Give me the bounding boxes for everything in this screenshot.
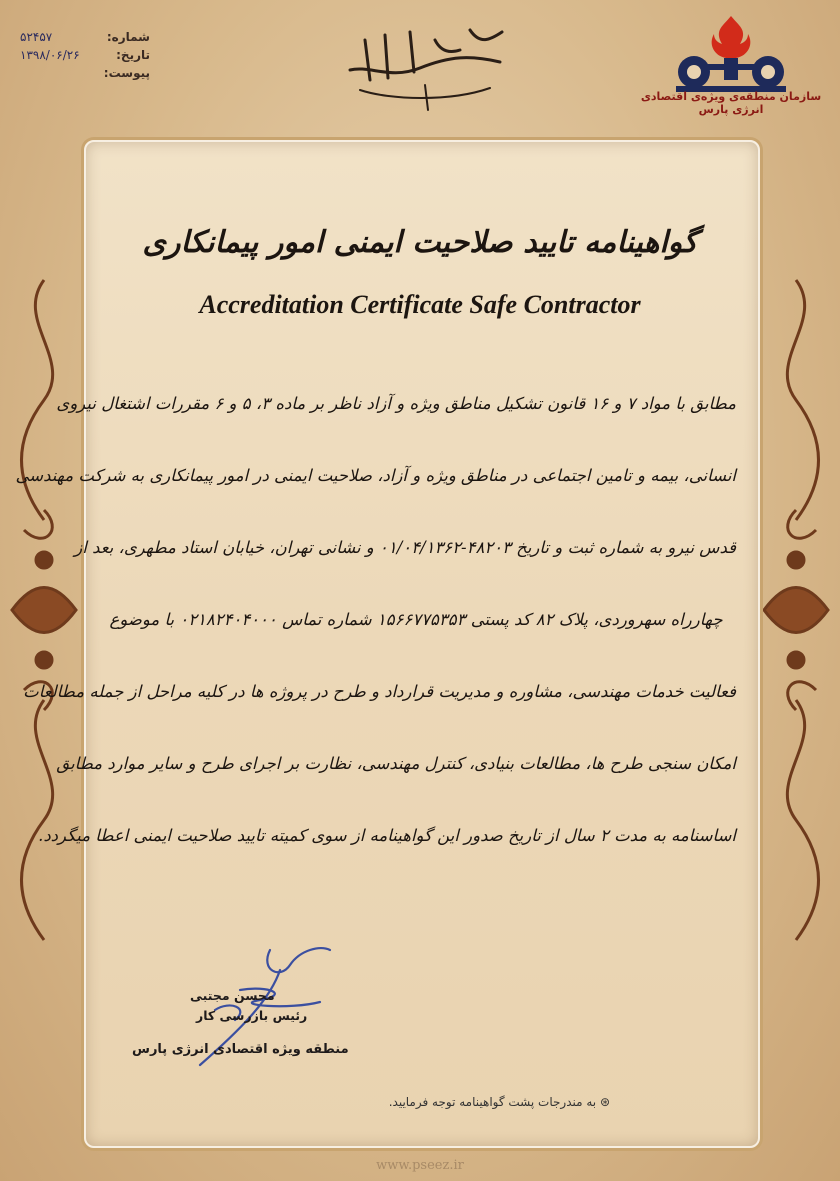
body-line-5: فعالیت خدمات مهندسی، مشاوره و مدیریت قرارداد و طرح در پروژه ها در کلیه مراحل از جمله مطالعات [23,682,736,701]
signer-organization: منطقه ویژه اقتصادی انرژی پارس [132,1042,349,1057]
body-line-4: چهارراه سهروردی، پلاک ۸۲ کد پستی ۱۵۶۶۷۷۵۳۵۳ شماره تماس ۰۲۱۸۲۴۰۴۰۰۰ با موضوع [109,610,723,629]
signer-name: محسن مجتبی [190,988,275,1003]
certificate-body [15,380,736,884]
body-line-6: امکان سنجی طرح ها، مطالعات بنیادی، کنترل مهندسی، نظارت بر اجرای طرح و سایر موارد مطابق [56,754,736,773]
body-line-7: اساسنامه به مدت ۲ سال از تاریخ صدور این گواهینامه از سوی کمیته تایید صلاحیت ایمنی اعطا میگردد. [38,826,736,845]
meta-number-label: شماره: [106,30,150,44]
meta-date-label: تاریخ: [116,48,150,62]
meta-attachment-label: پیوست: [103,66,150,80]
body-line-1: مطابق با مواد ۷ و ۱۶ قانون تشکیل مناطق ویژه و آزاد ناظر بر ماده ۳، ۵ و ۶ مقررات اشتغال نیروی [56,394,736,413]
back-page-note: ⊛ به مندرجات پشت گواهینامه توجه فرمایید. [388,1095,610,1109]
document-meta [20,28,150,82]
body-line-2: انسانی، بیمه و تامین اجتماعی در مناطق ویژه و آزاد، صلاحیت ایمنی در امور پیمانکاری به شرکت مهندسی [15,466,736,485]
organization-logo [636,12,826,122]
flame-logo-icon [636,12,826,98]
certificate-title-english: Accreditation Certificate Safe Contractor [199,290,641,319]
bismillah-calligraphy [330,10,520,110]
organization-name: سازمان منطقه‌ی ویژه‌ی اقتصادی انرژی پارس [640,90,822,116]
meta-date-value: ۱۳۹۸/۰۶/۲۶ [20,48,80,62]
meta-number-value: ۵۲۴۵۷ [20,30,53,44]
signer-title: رئیس بازرسی کار [196,1008,308,1023]
meta-attachment [20,64,150,82]
website-url: www.pseez.ir [376,1158,464,1173]
body-line-3: قدس نیرو به شماره ثبت و تاریخ ۴۸۲۰۳-۰۱/۰۴/۱۳۶۲ و نشانی تهران، خیابان استاد مطهری، بعد از [74,538,736,557]
ornament-border-right [756,280,836,940]
meta-number [20,28,150,46]
meta-date [20,46,150,64]
certificate-title-persian: گواهینامه تایید صلاحیت ایمنی امور پیمانکاری [142,225,698,260]
